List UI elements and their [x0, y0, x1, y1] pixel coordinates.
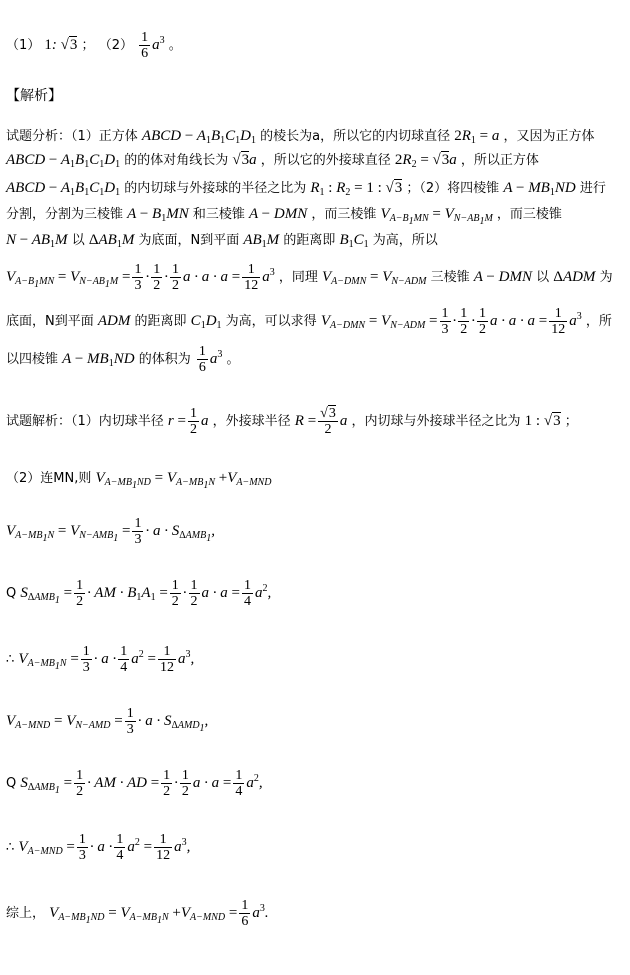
analysis-text: 进行	[579, 181, 606, 196]
solution-line-5	[6, 642, 626, 677]
solution-step2: （2）连MN,则	[6, 471, 92, 486]
analysis-text: ；（2）将四棱锥	[406, 181, 500, 196]
pyramid-name: $A - MB_1ND$	[503, 180, 576, 198]
analysis-text: ，而三棱锥	[311, 207, 377, 222]
analysis-line-6	[6, 260, 626, 295]
triangle-1: $\Delta AB_1M$	[88, 232, 135, 250]
because-symbol: Q	[6, 776, 17, 791]
answer-part1-label: （1）	[6, 37, 41, 53]
summary-label: 综上，	[6, 906, 46, 921]
solution-line-9	[6, 896, 626, 931]
analysis-text: 为高，可以求得	[225, 314, 317, 329]
solution-line-2	[6, 468, 626, 489]
analysis-line-7	[6, 304, 626, 339]
solution-text: ，外接球半径	[212, 414, 291, 429]
pyramid-2: A − DMN	[473, 269, 532, 285]
therefore-symbol: ∴	[6, 652, 15, 667]
analysis-text: 为底面，N到平面	[138, 233, 240, 248]
segment-2: $C_1D_1$	[190, 313, 222, 331]
volume-split: $V_{A-MB_1ND} = V_{A-MB_1N} +V_{A-MND}$	[95, 470, 272, 491]
analysis-text: ，而三棱锥	[496, 207, 562, 222]
analysis-line-3	[6, 178, 626, 199]
analysis-text: 分割，分割为三棱锥	[6, 207, 124, 222]
volume-equality-2: $V_{A-DMN} = V_{N-ADM}$	[322, 269, 427, 287]
cube-name: ABCD − $A_1B_1C_1D_1$	[6, 152, 121, 170]
analysis-text: 底面，N到平面	[6, 314, 94, 329]
therefore-symbol: ∴	[6, 840, 15, 855]
answer-volume: $\frac{1}{6}$ $a^3$	[141, 30, 165, 61]
analysis-text: 为	[599, 270, 613, 285]
solution-line-1	[6, 404, 626, 439]
equation-1: $V_{A-MB_1N} = V_{N-AMB_1}$ = $\frac{1}{3}$ · $a \cdot S_{\Delta AMB_1}$,	[6, 516, 215, 548]
analysis-line-8	[6, 342, 626, 377]
solution-line-6	[6, 704, 626, 739]
answer-line	[6, 30, 626, 61]
analysis-text: 的体积为	[138, 352, 191, 367]
solution-line-4	[6, 576, 626, 611]
analysis-text: 以	[536, 270, 550, 285]
equation-5: $S_{\Delta AMB_1}$ = $\frac{1}{2}$ · AM · AD = $\frac{1}{2}$ · $\frac{1}{2}$ a · a = $\frac{1}{4}$ $a^2$,	[20, 768, 263, 800]
analysis-line-5	[6, 230, 626, 251]
volume-equality-1: $V_{A-B_1MN} = V_{N-AB_1M}$	[380, 206, 493, 227]
analysis-text: 三棱锥	[430, 270, 470, 285]
final-volume: $V_{A-MB_1ND} = V_{A-MB_1N} +V_{A-MND}$ = $\frac{1}{6}$ $a^3$.	[49, 898, 269, 930]
analysis-text: 为高，所以	[372, 233, 438, 248]
plane-2: ADM	[97, 313, 131, 329]
plane-1: $AB_1M$	[243, 232, 280, 250]
pyramid-name: $A - MB_1ND$	[62, 351, 135, 369]
pyramid-3: $N - AB_1M$	[6, 232, 68, 250]
analysis-text: ，同理	[278, 270, 318, 285]
segment-1: $B_1C_1$	[339, 232, 369, 250]
radius-ratio: $R_1$ : $R_2 = 1$ : √3	[310, 180, 403, 198]
answer-part2-label: （2）	[98, 37, 133, 53]
volume-calc-1: $V_{A-B_1MN} = V_{N-AB_1M}$ = $\frac{1}{3}$ · $\frac{1}{2}$ · $\frac{1}{2}$ a · a · a = $\frac{1}{12}$ $a^3$	[6, 262, 275, 294]
analysis-text: 以	[71, 233, 85, 248]
analysis-text: ，又因为正方体	[503, 129, 595, 144]
analysis-text: 以四棱锥	[6, 352, 59, 367]
solution-line-8	[6, 830, 626, 865]
volume-calc-2: $V_{A-DMN} = V_{N-ADM}$ = $\frac{1}{3}$ · $\frac{1}{2}$ · $\frac{1}{2}$ a · a · a = $\frac{1}{12}$ $a^3$	[320, 306, 582, 338]
analysis-line-1	[6, 126, 626, 147]
equation-2: $S_{\Delta AMB_1}$ = $\frac{1}{2}$ · AM · $B_1A_1$ = $\frac{1}{2}$ · $\frac{1}{2}$ a · a = $\frac{1}{4}$ $a^2$,	[20, 578, 272, 610]
triangle-2: ΔADM	[553, 269, 596, 285]
pyramid-2: A − DMN	[249, 206, 308, 222]
equation-3: $V_{A-MB_1N}$ = $\frac{1}{3}$ · a · $\frac{1}{4}$ $a^2$ = $\frac{1}{12}$ $a^3$,	[18, 644, 195, 676]
inner-radius: r = $\frac{1}{2}$ a	[167, 406, 209, 438]
analysis-text: 的棱长为a，所以它的内切球直径	[260, 129, 451, 144]
solution-text: ，内切球与外接球半径之比为	[351, 414, 521, 429]
cube-name: ABCD − $A_1B_1C_1D_1$	[141, 128, 256, 146]
solution-text: ；	[564, 414, 578, 429]
solution-ratio: 1 : √3	[524, 413, 561, 429]
analysis-text: 的的体对角线长为	[124, 153, 229, 168]
equation-6: $V_{A-MND}$ = $\frac{1}{3}$ · a · $\frac{1}{4}$ $a^2$ = $\frac{1}{12}$ $a^3$,	[18, 832, 191, 864]
analysis-text: ，所以它的外接球直径	[260, 153, 391, 168]
analysis-line-2	[6, 150, 626, 171]
analysis-text: 和三棱锥	[192, 207, 245, 222]
analysis-text: ，所	[585, 314, 612, 329]
answer-ratio: 1: √3	[44, 36, 78, 53]
solution-line-3	[6, 514, 626, 549]
solution-line-7	[6, 766, 626, 801]
analysis-text: 的距离即	[283, 233, 336, 248]
analysis-text: 。	[226, 352, 240, 367]
section-heading: 【解析】	[6, 88, 62, 104]
analysis-text: ，所以正方体	[460, 153, 539, 168]
solution-intro: 试题解析：（1）内切球半径	[6, 414, 164, 429]
analysis-line-4	[6, 204, 626, 225]
cube-name: ABCD − $A_1B_1C_1D_1$	[6, 180, 121, 198]
because-symbol: Q	[6, 586, 17, 601]
analysis-intro: 试题分析：（1）正方体	[6, 129, 138, 144]
inner-diameter: $2R_1 = a$	[454, 128, 500, 146]
diagonal-length: √3a	[232, 152, 257, 168]
analysis-text: 的距离即	[134, 314, 187, 329]
pyramid-1: $A - B_1MN$	[127, 206, 189, 224]
equation-4: $V_{A-MND} = V_{N-AMD}$ = $\frac{1}{3}$ · $a \cdot S_{\Delta AMD_1}$,	[6, 706, 209, 738]
outer-radius: R = $\frac{√3}{2}$ a	[294, 406, 348, 438]
answer-end: 。	[168, 37, 182, 53]
total-volume: $\frac{1}{6}$ $a^3$	[198, 344, 223, 376]
outer-diameter: $2R_2 = √3a$	[394, 152, 457, 170]
analysis-text: 的内切球与外接球的半径之比为	[124, 181, 307, 196]
answer-separator: ；	[81, 37, 95, 53]
